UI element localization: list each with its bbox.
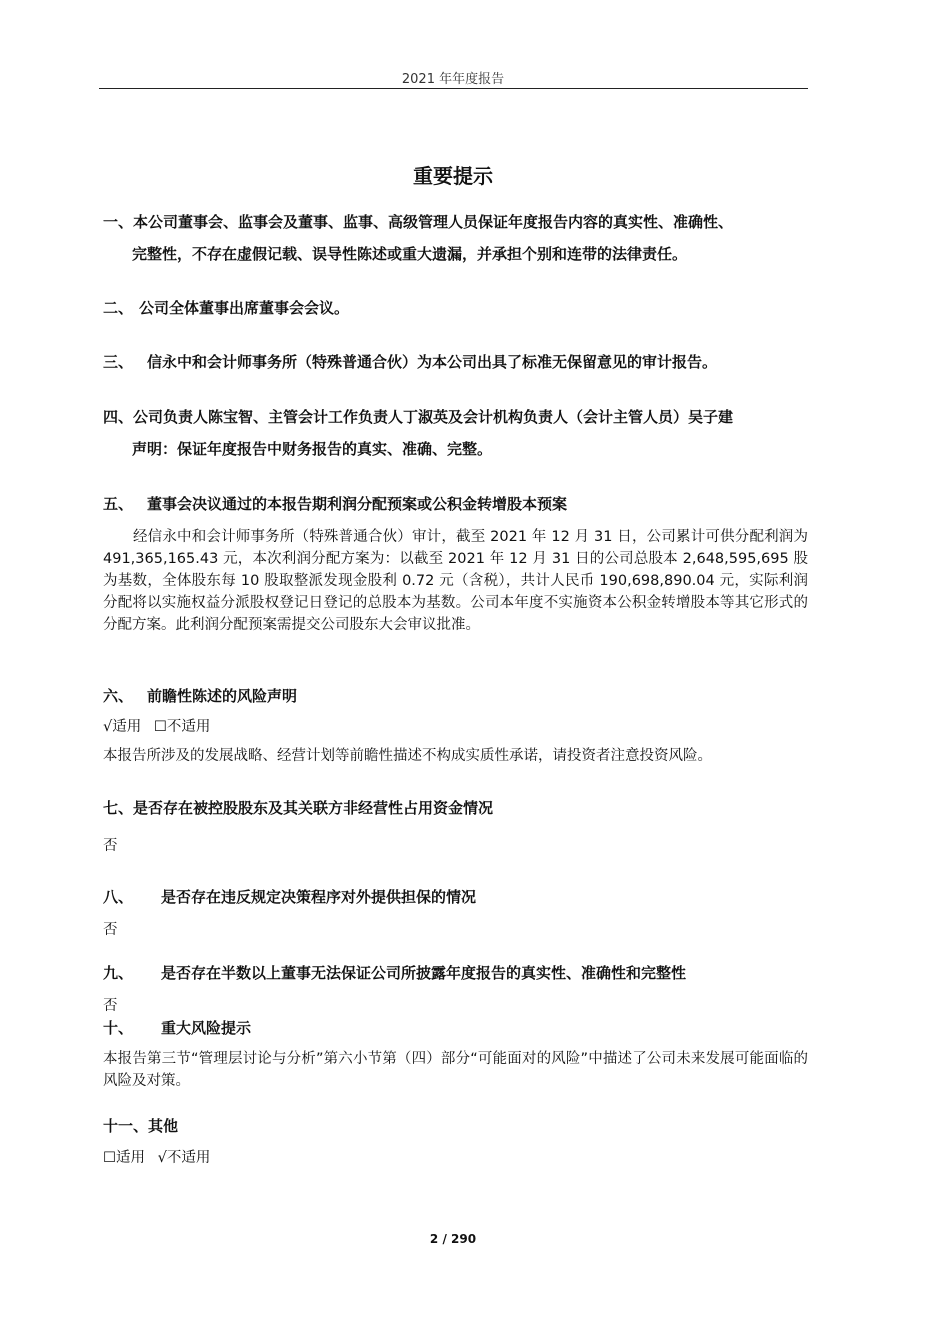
- section-8-text: 是否存在违反规定决策程序对外提供担保的情况: [161, 888, 477, 906]
- section-11-option-applicable: ☐适用: [103, 1150, 145, 1166]
- section-10-number: 十、: [103, 1019, 134, 1037]
- section-3-text: 信永中和会计师事务所（特殊普通合伙）为本公司出具了标准无保留意见的审计报告。: [147, 353, 718, 371]
- section-6-text: 前瞻性陈述的风险声明: [147, 687, 298, 705]
- section-6-option-not-applicable: ☐不适用: [153, 719, 211, 735]
- section-4-line2: 声明：保证年度报告中财务报告的真实、准确、完整。: [132, 440, 493, 458]
- section-6-heading: [103, 680, 808, 712]
- page-title: 重要提示: [413, 164, 493, 188]
- section-9-answer: 否: [103, 998, 118, 1014]
- section-1-line1: 本公司董事会、监事会及董事、监事、高级管理人员保证年度报告内容的真实性、准确性、: [133, 213, 734, 231]
- section-11-option-not-applicable: √不适用: [157, 1150, 211, 1166]
- header-rule: [99, 88, 808, 89]
- section-6-options: [103, 716, 808, 738]
- section-11-heading: [103, 1110, 808, 1142]
- section-9-number: 九、: [103, 964, 134, 982]
- section-1-number: 一、: [103, 213, 134, 231]
- section-2-number: 二、: [103, 299, 134, 317]
- section-10-text: 重大风险提示: [161, 1019, 252, 1037]
- section-6-number: 六、: [103, 687, 134, 705]
- section-7-text: 是否存在被控股股东及其关联方非经营性占用资金情况: [133, 799, 494, 817]
- section-8-number: 八、: [103, 888, 134, 906]
- section-7-answer: 否: [103, 838, 118, 854]
- section-9-text: 是否存在半数以上董事无法保证公司所披露年度报告的真实性、准确性和完整性: [161, 964, 687, 982]
- section-10-body: 本报告第三节“管理层讨论与分析”第六小节第（四）部分“可能面对的风险”中描述了公司未来发展可能面临的风险及对策。: [103, 1051, 808, 1089]
- section-2: [103, 292, 808, 324]
- page-number: 2 / 290: [429, 1232, 477, 1246]
- section-8-heading: [103, 881, 808, 913]
- section-5-body: 经信永中和会计师事务所（特殊普通合伙）审计，截至 2021 年 12 月 31 日，公司累计可供分配利润为 491,365,165.43 元，本次利润分配方案为：以截至 2021 年 12 月 31 日的公司总股本 2,648,595,695 股为基数，全体股东每 10 股取整派发现金股利 0.72 元（含税），共计人民币 190,698,890.04 元，实际利润分配将以实施权益分派股权登记日登记的总股本为基数。公司本年度不实施资本公积金转增股本等其它形式的分配方案。此利润分配预案需提交公司股东大会审议批准。: [103, 529, 808, 633]
- section-7-number: 七、: [103, 799, 134, 817]
- section-6-body: 本报告所涉及的发展战略、经营计划等前瞻性描述不构成实质性承诺，请投资者注意投资风险。: [103, 748, 712, 764]
- section-11-number: 十一、: [103, 1117, 149, 1135]
- section-9-heading: [103, 957, 808, 989]
- section-10-heading: [103, 1012, 808, 1044]
- section-5-number: 五、: [103, 495, 134, 513]
- section-11-text: 其他: [148, 1117, 179, 1135]
- section-2-text: 公司全体董事出席董事会会议。: [139, 299, 350, 317]
- section-6-option-applicable: √适用: [103, 719, 142, 735]
- section-3-number: 三、: [103, 353, 134, 371]
- section-3: [103, 346, 808, 378]
- section-5-heading: [103, 488, 808, 520]
- section-4: [103, 401, 808, 465]
- running-header: 2021 年年度报告: [401, 72, 505, 87]
- section-5-text: 董事会决议通过的本报告期利润分配预案或公积金转增股本预案: [147, 495, 568, 513]
- section-8-answer: 否: [103, 922, 118, 938]
- section-4-number: 四、: [103, 408, 134, 426]
- section-1: [103, 206, 808, 270]
- section-7-heading: [103, 792, 808, 824]
- section-11-options: [103, 1147, 808, 1169]
- section-4-line1: 公司负责人陈宝智、主管会计工作负责人丁淑英及会计机构负责人（会计主管人员）吴子建: [133, 408, 734, 426]
- section-1-line2: 完整性，不存在虚假记载、误导性陈述或重大遗漏，并承担个别和连带的法律责任。: [132, 245, 688, 263]
